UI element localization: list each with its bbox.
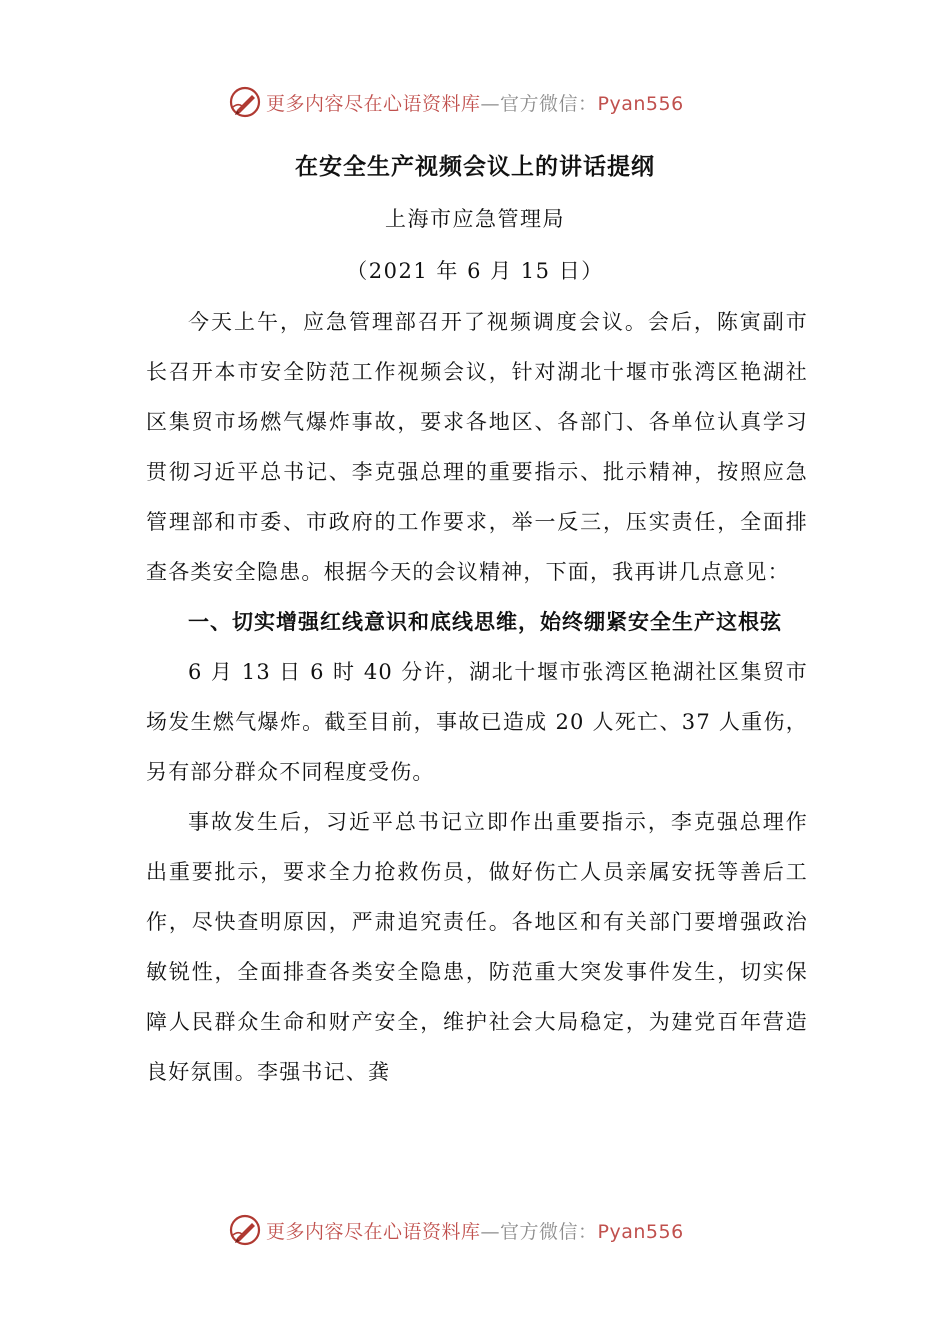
paragraph-response: 事故发生后，习近平总书记立即作出重要指示，李克强总理作出重要批示，要求全力抢救伤员，做好伤亡人员亲属安抚等善后工作，尽快查明原因，严肃追究责任。各地区和有关部门要增强政治敏锐性，全面排查各类安全隐患，防范重大突发事件发生，切实保障人民群众生命和财产安全，维护社会大局稳定，为建党百年营造良好氛围。李强书记、龚 [146,810,808,1084]
document-title: 在安全生产视频会议上的讲话提纲 [295,153,655,180]
issuer: 上海市应急管理局 [385,207,565,231]
header-watermark [0,82,950,122]
watermark-text: 更多内容尽在心语资料库—官方微信：Pyan556 [266,1220,684,1243]
document-date: （2021 年 6 月 15 日） [346,259,604,283]
watermark-text: 更多内容尽在心语资料库—官方微信：Pyan556 [266,92,684,115]
document-body [146,297,808,1097]
footer-watermark [0,1210,950,1250]
paragraph-intro: 今天上午，应急管理部召开了视频调度会议。会后，陈寅副市长召开本市安全防范工作视频会议，针对湖北十堰市张湾区艳湖社区集贸市场燃气爆炸事故，要求各地区、各部门、各单位认真学习贯彻习近平总书记、李克强总理的重要指示、批示精神，按照应急管理部和市委、市政府的工作要求，举一反三，压实责任，全面排查各类安全隐患。根据今天的会议精神，下面，我再讲几点意见： [146,310,808,584]
pen-logo-icon [228,1213,262,1247]
paragraph-incident: 6 月 13 日 6 时 40 分许，湖北十堰市张湾区艳湖社区集贸市场发生燃气爆炸。截至目前，事故已造成 20 人死亡、37 人重伤，另有部分群众不同程度受伤。 [146,660,808,784]
pen-logo-icon [228,85,262,119]
section-heading-1: 一、切实增强红线意识和底线思维，始终绷紧安全生产这根弦 [188,610,782,634]
